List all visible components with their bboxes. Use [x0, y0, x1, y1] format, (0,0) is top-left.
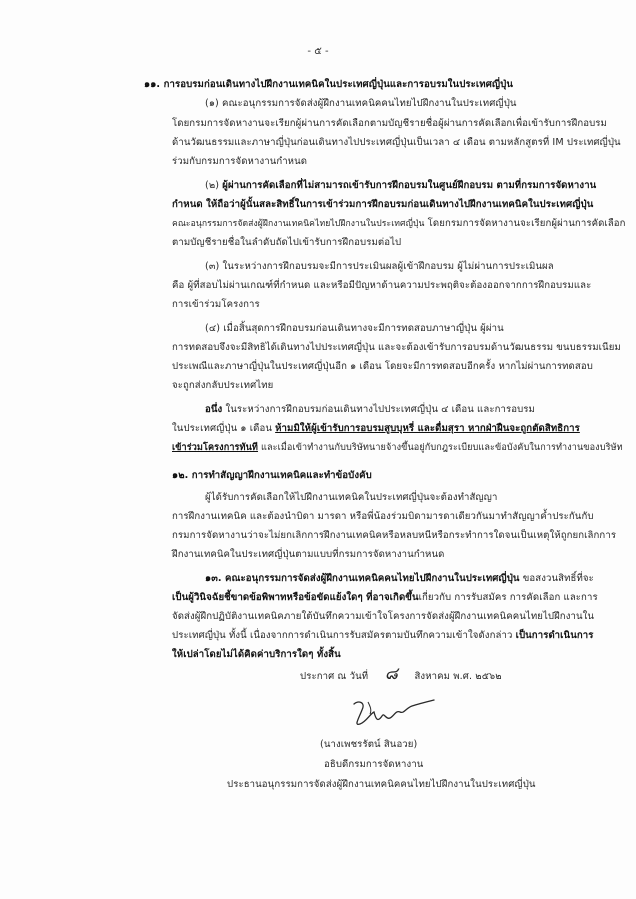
announce-prefix: ประกาศ ณ วันที่: [300, 671, 369, 682]
s11-p5-line3: [172, 442, 623, 454]
s13-line3: จัดส่งผู้ฝึกปฏิบัติงานเทคนิคภายใต้บันทึกความเข้าใจโครงการจัดส่งผู้ฝึกงานเทคนิคคนไทยไปฝึกงานใน: [172, 611, 595, 622]
s11-p4-line3: ประเพณีและภาษาญี่ปุ่นในประเทศญี่ปุ่นอีก ๑ เดือน โดยจะมีการทดสอบอีกครั้ง หากไม่ผ่านการทดสอบ: [172, 361, 593, 372]
s11-p1-line3: ด้านวัฒนธรรมและภาษาญี่ปุ่นก่อนเดินทางไปประเทศญี่ปุ่นเป็นเวลา ๔ เดือน ตามหลักสูตรที่ IM ประเทศญี่ปุ่น: [172, 137, 621, 148]
s13-line5: ให้เปล่าโดยไม่ได้คิดค่าบริการใดๆ ทั้งสิ้น: [172, 649, 341, 660]
s11-p1-line4: ร่วมกับกรมการจัดหางานกำหนด: [172, 156, 308, 167]
s11-p2-rest: โดยกรมการจัดหางานจะเรียกผู้ผ่านการคัดเลือก: [424, 218, 626, 229]
s11-p2-line1: [205, 180, 596, 192]
s11-p5-disqualify: เข้าร่วมโครงการทันที: [172, 443, 259, 453]
s12-line3: กรมการจัดหางานว่าจะไม่ยกเลิกการฝึกงานเทคนิคหรือหลบหนีหรือกระทำการใดจนเป็นเหตุให้ถูกยกเลิกการ: [172, 530, 617, 541]
s11-p5-line2: [172, 423, 580, 435]
s11-p4-line2: การทดสอบจึงจะมีสิทธิได้เดินทางไปประเทศญี่ปุ่น และจะต้องเข้ารับการอบรมด้านวัฒนธรรม ขนบธรรมเนียม: [172, 342, 621, 353]
s11-p3-line3: การเข้าร่วมโครงการ: [172, 299, 260, 310]
section-12-heading: ๑๒. การทำสัญญาฝึกงานเทคนิคและทำข้อบังคับ: [172, 470, 372, 481]
s13-line4: [172, 630, 594, 642]
s11-p1-line2: โดยกรมการจัดหางานจะเรียกผู้ผ่านการคัดเลือกตามบัญชีรายชื่อผู้ผ่านการคัดเลือกเพื่อเข้ารับการฝึกอบรม: [172, 118, 607, 129]
s11-p2-line3: [172, 218, 626, 230]
s11-p5-smoking-ban: ห้ามมิให้ผู้เข้ารับการอบรมสูบบุหรี่ และดื่มสุรา หากฝ่าฝืนจะถูกตัดสิทธิการ: [275, 423, 580, 434]
s11-p5-prefix2: ในประเทศญี่ปุ่น ๑ เดือน: [172, 423, 276, 434]
announce-date-line: [300, 664, 502, 684]
s11-p3-line2: คือ ผู้ที่สอบไม่ผ่านเกณฑ์ที่กำหนด และหรือมีปัญหาด้านความประพฤติจะต้องออกจากการฝึกอบรมและ: [172, 280, 592, 291]
s13-rest2: เกี่ยวกับ การรับสมัคร การคัดเลือก และการ: [418, 592, 598, 603]
s11-p1-line1: (๑) คณะอนุกรรมการจัดส่งผู้ฝึกงานเทคนิคคนไทยไปฝึกงานในประเทศญี่ปุ่น: [205, 98, 517, 109]
s13-line1: [205, 573, 594, 585]
announce-day-handwritten: ๘: [384, 664, 398, 684]
s13-committee-bold: ๑๓. คณะอนุกรรมการจัดส่งผู้ฝึกงานเทคนิคคนไทยไปฝึกงานในประเทศญี่ปุ่น: [205, 573, 520, 584]
s12-line1: ผู้ได้รับการคัดเลือกให้ไปฝึกงานเทคนิคในประเทศญี่ปุ่นจะต้องทำสัญญา: [205, 492, 498, 503]
s11-p5-line1: [205, 404, 535, 416]
s11-p2-line2: กำหนด ให้ถือว่าผู้นั้นสละสิทธิ์ในการเข้าร่วมการฝึกอบรมก่อนเดินทางไปฝึกงานเทคนิคในประเทศญี่ปุ่น: [172, 199, 594, 210]
s11-p5-rest3: และเมื่อเข้าทำงานกับบริษัทนายจ้างขึ้นอยู่กับกฎระเบียบและข้อบังคับในการทำงานของบริษัท: [258, 443, 623, 453]
signer-name: (นางเพชรรัตน์ สินอวย): [320, 739, 418, 750]
s13-dispute-bold: เป็นผู้วินิจฉัยชี้ขาดข้อพิพาทหรือข้อขัดแย้งใดๆ ที่อาจเกิดขึ้น: [172, 592, 419, 603]
announce-month-year: สิงหาคม พ.ศ. ๒๕๖๒: [414, 671, 502, 682]
s12-line2: การฝึกงานเทคนิค และต้องนำบิดา มารดา หรือพี่น้องร่วมบิดามารดาเดียวกันมาทำสัญญาค้ำประกันกับ: [172, 511, 594, 522]
s11-p5-rest1: ในระหว่างการฝึกอบรมก่อนเดินทางไปประเทศญี่ปุ่น ๔ เดือน และการอบรม: [222, 404, 535, 415]
s11-p2-committee: คณะอนุกรรมการจัดส่งผู้ฝึกงานเทคนิคไทยไปฝึกงานในประเทศญี่ปุ่น: [172, 219, 425, 229]
s13-rest1: ขอสงวนสิทธิ์ที่จะ: [519, 573, 594, 584]
s11-p2-prefix: (๒): [205, 180, 223, 191]
signature-mark: [348, 696, 438, 736]
s11-p5-note-word: อนึ่ง: [205, 404, 223, 415]
s11-p2-bold1: ผู้ผ่านการคัดเลือกที่ไม่สามารถเข้ารับการฝึกอบรมในศูนย์ฝึกอบรม ตามที่กรมการจัดหางาน: [222, 180, 597, 191]
s11-p3-line1: (๓) ในระหว่างการฝึกอบรมจะมีการประเมินผลผู้เข้าฝึกอบรม ผู้ไม่ผ่านการประเมินผล: [205, 261, 554, 272]
section-11-heading: ๑๑. การอบรมก่อนเดินทางไปฝึกงานเทคนิคในประเทศญี่ปุ่นและการอบรมในประเทศญี่ปุ่น: [144, 79, 514, 90]
s12-line4: ฝึกงานเทคนิคในประเทศญี่ปุ่นตามแบบที่กรมการจัดหางานกำหนด: [172, 549, 445, 560]
signer-role: ประธานอนุกรรมการจัดส่งผู้ฝึกงานเทคนิคคนไทยไปฝึกงานในประเทศญี่ปุ่น: [227, 779, 536, 790]
s11-p4-line4: จะถูกส่งกลับประเทศไทย: [172, 380, 274, 391]
s11-p2-line4: ตามบัญชีรายชื่อในลำดับถัดไปเข้ารับการฝึกอบรมต่อไป: [172, 237, 402, 248]
signer-title: อธิบดีกรมการจัดหางาน: [324, 759, 424, 770]
s11-p4-line1: (๔) เมื่อสิ้นสุดการฝึกอบรมก่อนเดินทางจะมีการทดสอบภาษาญี่ปุ่น ผู้ผ่าน: [205, 323, 504, 334]
s13-rest4: ประเทศญี่ปุ่น ทั้งนี้ เนื่องจากการดำเนินการรับสมัครตามบันทึกความเข้าใจดังกล่าว: [172, 630, 516, 641]
page-number: - ๕ -: [307, 46, 329, 57]
s13-line2: [172, 592, 598, 604]
s13-free-bold1: เป็นการดำเนินการ: [515, 630, 594, 641]
